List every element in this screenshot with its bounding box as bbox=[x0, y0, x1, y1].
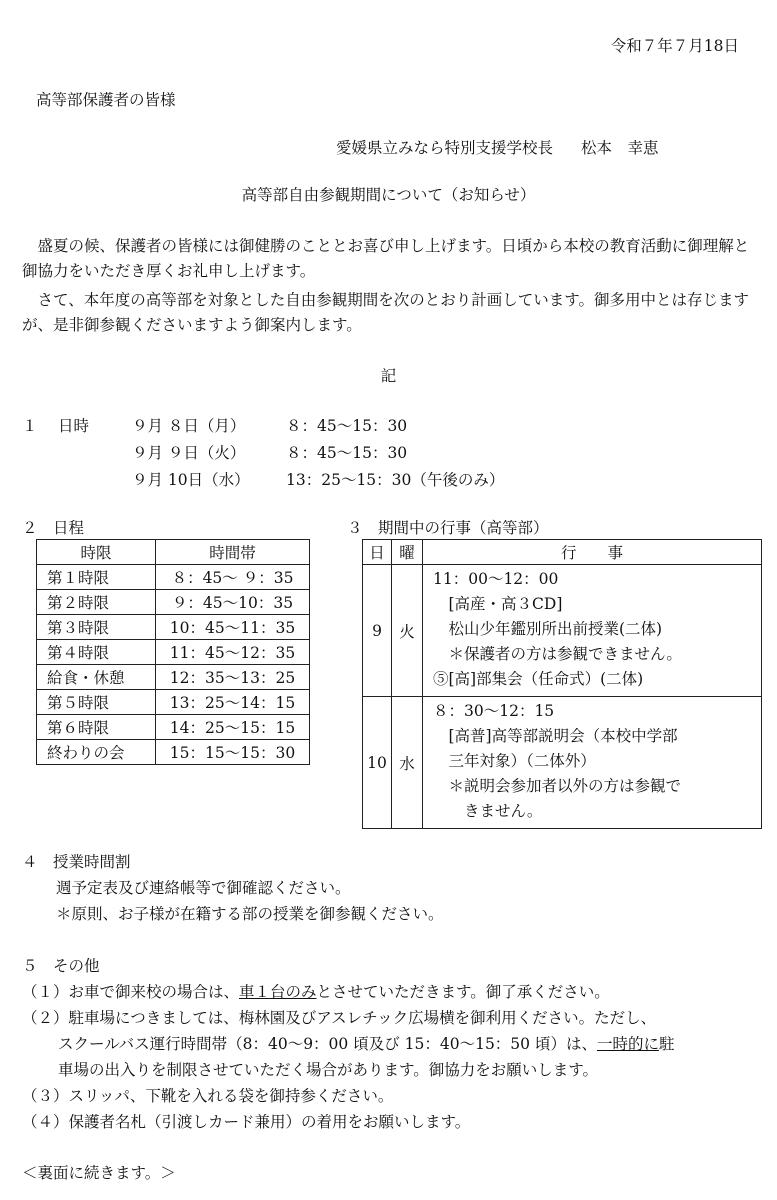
sender-name: 松本 幸恵 bbox=[581, 139, 659, 157]
table-row: 終わりの会 15：15～15：30 bbox=[37, 740, 310, 765]
section4-heading: ４ 授業時間割 bbox=[22, 853, 131, 871]
schedule-table bbox=[36, 539, 310, 765]
sender-school: 愛媛県立みなら特別支援学校長 bbox=[336, 139, 554, 157]
other-item-1: （１）お車で御来校の場合は、車１台のみとさせていただきます。御了承ください。 bbox=[22, 983, 610, 1001]
intro-paragraph-1: 盛夏の候、保護者の皆様には御健勝のこととお喜び申し上げます。日頃から本校の教育活動に御理解と御協力をいただき厚くお礼申し上げます。 bbox=[22, 237, 750, 280]
event-weekday: 火 bbox=[392, 565, 423, 697]
table-row: 第４時限 11：45～12：35 bbox=[37, 640, 310, 665]
section3-heading: ３ 期間中の行事（高等部） bbox=[347, 519, 549, 537]
addressee: 高等部保護者の皆様 bbox=[36, 91, 176, 109]
table-row bbox=[363, 565, 762, 697]
other-item-4: （４）保護者名札（引渡しカード兼用）の着用をお願いします。 bbox=[22, 1113, 471, 1131]
events-table bbox=[362, 539, 762, 829]
date-row: ９月 ９日（火） ８：45～15：30 bbox=[132, 444, 408, 462]
ki-heading: 記 bbox=[380, 367, 397, 385]
table-header-row bbox=[363, 540, 762, 565]
table-row: 給食・休憩 12：35～13：25 bbox=[37, 665, 310, 690]
column-header: 行 事 bbox=[423, 540, 762, 565]
table-row: 第２時限 ９：45～10：35 bbox=[37, 590, 310, 615]
table-row: 第１時限 ８：45～ ９：35 bbox=[37, 565, 310, 590]
other-item-2-cont: 車場の出入りを制限させていただく場合があります。御協力をお願いします。 bbox=[58, 1061, 599, 1079]
event-day: 10 bbox=[363, 697, 392, 829]
document-date: 令和７年７月18日 bbox=[610, 37, 739, 55]
section1-number: １ bbox=[22, 417, 38, 435]
section5-heading: ５ その他 bbox=[22, 957, 100, 975]
table-row: 第６時限 14：25～15：15 bbox=[37, 715, 310, 740]
table-row: 第３時限 10：45～11：35 bbox=[37, 615, 310, 640]
other-item-3: （３）スリッパ、下靴を入れる袋を御持参ください。 bbox=[22, 1087, 394, 1105]
date-row: ９月 ８日（月） ８：45～15：30 bbox=[132, 417, 408, 435]
column-header: 時間帯 bbox=[156, 540, 310, 565]
event-weekday: 水 bbox=[392, 697, 423, 829]
section1-label: 日時 bbox=[58, 417, 90, 435]
column-header: 曜 bbox=[392, 540, 423, 565]
other-item-2: （２）駐車場につきましては、梅林園及びアスレチック広場横を御利用ください。ただし、 bbox=[22, 1009, 657, 1027]
event-day: 9 bbox=[363, 565, 392, 697]
event-details: 11：00～12：00 [高産・高３CD] 松山少年鑑別所出前授業(二体) ＊保護者の方は参観できません。 ⑤[高]部集会（任命式）(二体) bbox=[423, 565, 762, 697]
table-row: 第５時限 13：25～14：15 bbox=[37, 690, 310, 715]
other-item-2-cont: スクールバス運行時間帯（8：40～9：00 頃及び 15：40～15：50 頃）は、一時的に駐 bbox=[58, 1035, 675, 1053]
event-details: ８：30～12：15 [高普]高等部説明会（本校中学部 三年対象）（二体外） ＊説明会参加者以外の方は参観で きません。 bbox=[423, 697, 762, 829]
section4-line: 週予定表及び連絡帳等で御確認ください。 bbox=[56, 879, 351, 897]
column-header: 日 bbox=[363, 540, 392, 565]
intro-paragraph-2: さて、本年度の高等部を対象とした自由参観期間を次のとおり計画しています。御多用中とは存じますが、是非御参観くださいますよう御案内します。 bbox=[22, 291, 749, 334]
table-header-row bbox=[37, 540, 310, 565]
table-row bbox=[363, 697, 762, 829]
date-row: ９月 10日（水） 13：25～15：30（午後のみ） bbox=[132, 471, 505, 489]
sender bbox=[336, 136, 659, 158]
footer-note: ＜裏面に続きます。＞ bbox=[22, 1164, 176, 1182]
column-header: 時限 bbox=[37, 540, 156, 565]
section4-line: ＊原則、お子様が在籍する部の授業を御参観ください。 bbox=[56, 905, 444, 923]
section2-heading: ２ 日程 bbox=[22, 519, 85, 537]
document-title: 高等部自由参観期間について（お知らせ） bbox=[241, 186, 536, 204]
